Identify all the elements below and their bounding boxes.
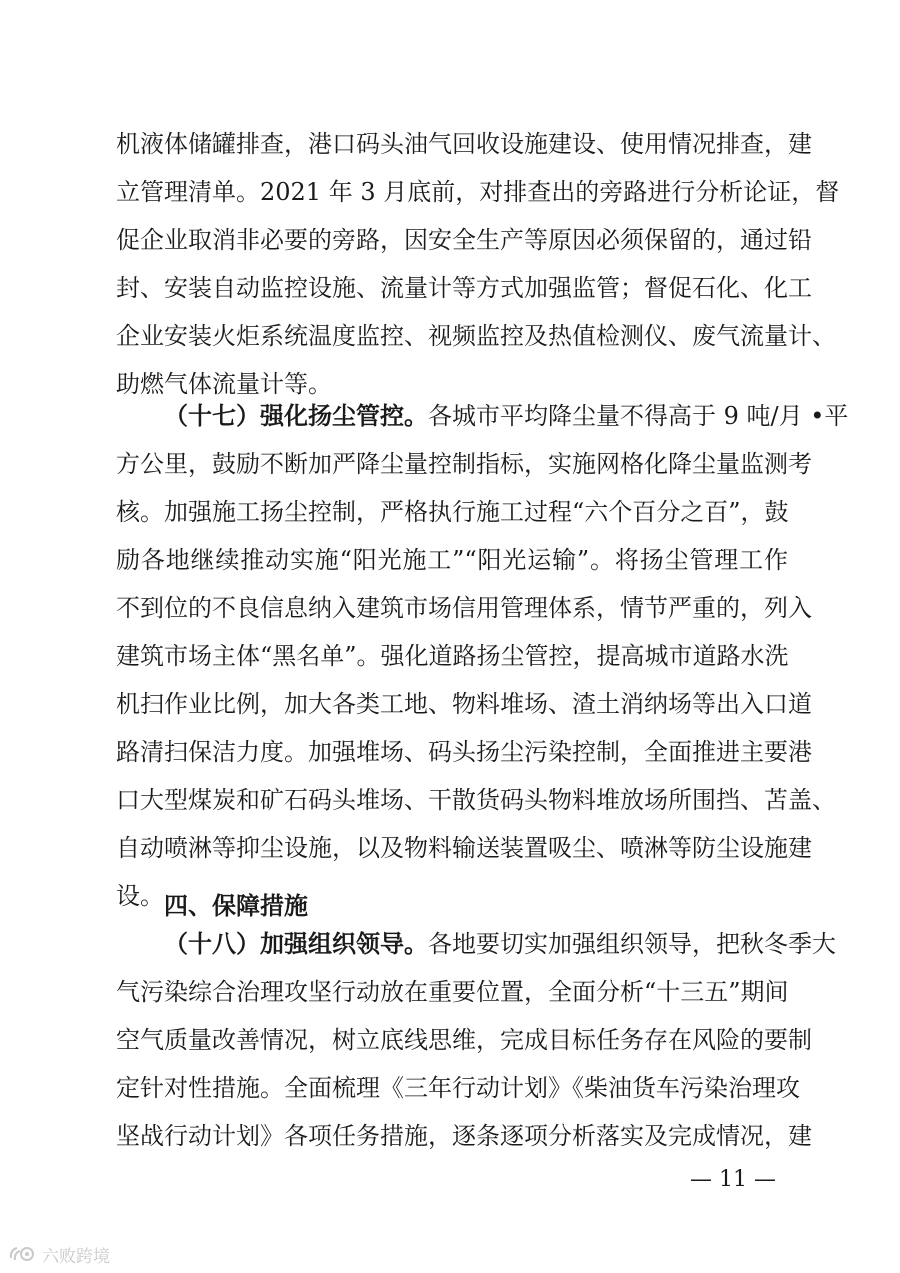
section-17-text: 各城市平均降尘量不得高于 9 吨/月 •平: [428, 402, 849, 430]
paragraph-line: 励各地继续推动实施“阳光施工”“阳光运输”。将扬尘管理工作: [116, 546, 788, 574]
paragraph-line: 气污染综合治理攻坚行动放在重要位置，全面分析“十三五”期间: [116, 978, 789, 1006]
paragraph-line: 方公里，鼓励不断加严降尘量控制指标，实施网格化降尘量监测考: [116, 450, 812, 478]
paragraph-line: 不到位的不良信息纳入建筑市场信用管理体系，情节严重的，列入: [116, 594, 812, 622]
paragraph-line: 核。加强施工扬尘控制，严格执行施工过程“六个百分之百”，鼓: [116, 498, 789, 526]
section-18-first-line: [164, 928, 836, 960]
paragraph-line: 定针对性措施。全面梳理《三年行动计划》《柴油货车污染治理攻: [116, 1074, 800, 1102]
paragraph-line: 立管理清单。2021 年 3 月底前，对排查出的旁路进行分析论证，督: [116, 178, 840, 206]
page-number: — 11 —: [690, 1167, 776, 1192]
section-18-text: 各地要切实加强组织领导，把秋冬季大: [428, 930, 836, 958]
section-17-first-line: [164, 400, 849, 432]
paragraph-line: 设。: [116, 882, 164, 910]
section-heading: 四、保障措施: [164, 892, 308, 920]
paragraph-line: 口大型煤炭和矿石码头堆场、干散货码头物料堆放场所围挡、苫盖、: [116, 786, 836, 814]
paragraph-line: 路清扫保洁力度。加强堆场、码头扬尘污染控制，全面推进主要港: [116, 738, 812, 766]
watermark-text: 六败跨境: [42, 1246, 110, 1267]
paragraph-line: 企业安装火炬系统温度监控、视频监控及热值检测仪、废气流量计、: [116, 322, 836, 350]
paragraph-line: 促企业取消非必要的旁路，因安全生产等原因必须保留的，通过铅: [116, 226, 812, 254]
paragraph-line: 坚战行动计划》各项任务措施，逐条逐项分析落实及完成情况，建: [116, 1122, 812, 1150]
paragraph-line: 助燃气体流量计等。: [116, 370, 332, 398]
logo-icon: [8, 1244, 38, 1264]
paragraph-line: 建筑市场主体“黑名单”。强化道路扬尘管控，提高城市道路水洗: [116, 642, 789, 670]
paragraph-line: 机扫作业比例，加大各类工地、物料堆场、渣土消纳场等出入口道: [116, 690, 812, 718]
paragraph-line: 封、安装自动监控设施、流量计等方式加强监管；督促石化、化工: [116, 274, 812, 302]
watermark: [8, 1242, 110, 1266]
section-17-title: （十七）强化扬尘管控。: [164, 402, 428, 430]
paragraph-line: 自动喷淋等抑尘设施，以及物料输送装置吸尘、喷淋等防尘设施建: [116, 834, 812, 862]
paragraph-line: 空气质量改善情况，树立底线思维，完成目标任务存在风险的要制: [116, 1026, 812, 1054]
paragraph-line: 机液体储罐排查，港口码头油气回收设施建设、使用情况排查，建: [116, 130, 812, 158]
section-18-title: （十八）加强组织领导。: [164, 930, 428, 958]
